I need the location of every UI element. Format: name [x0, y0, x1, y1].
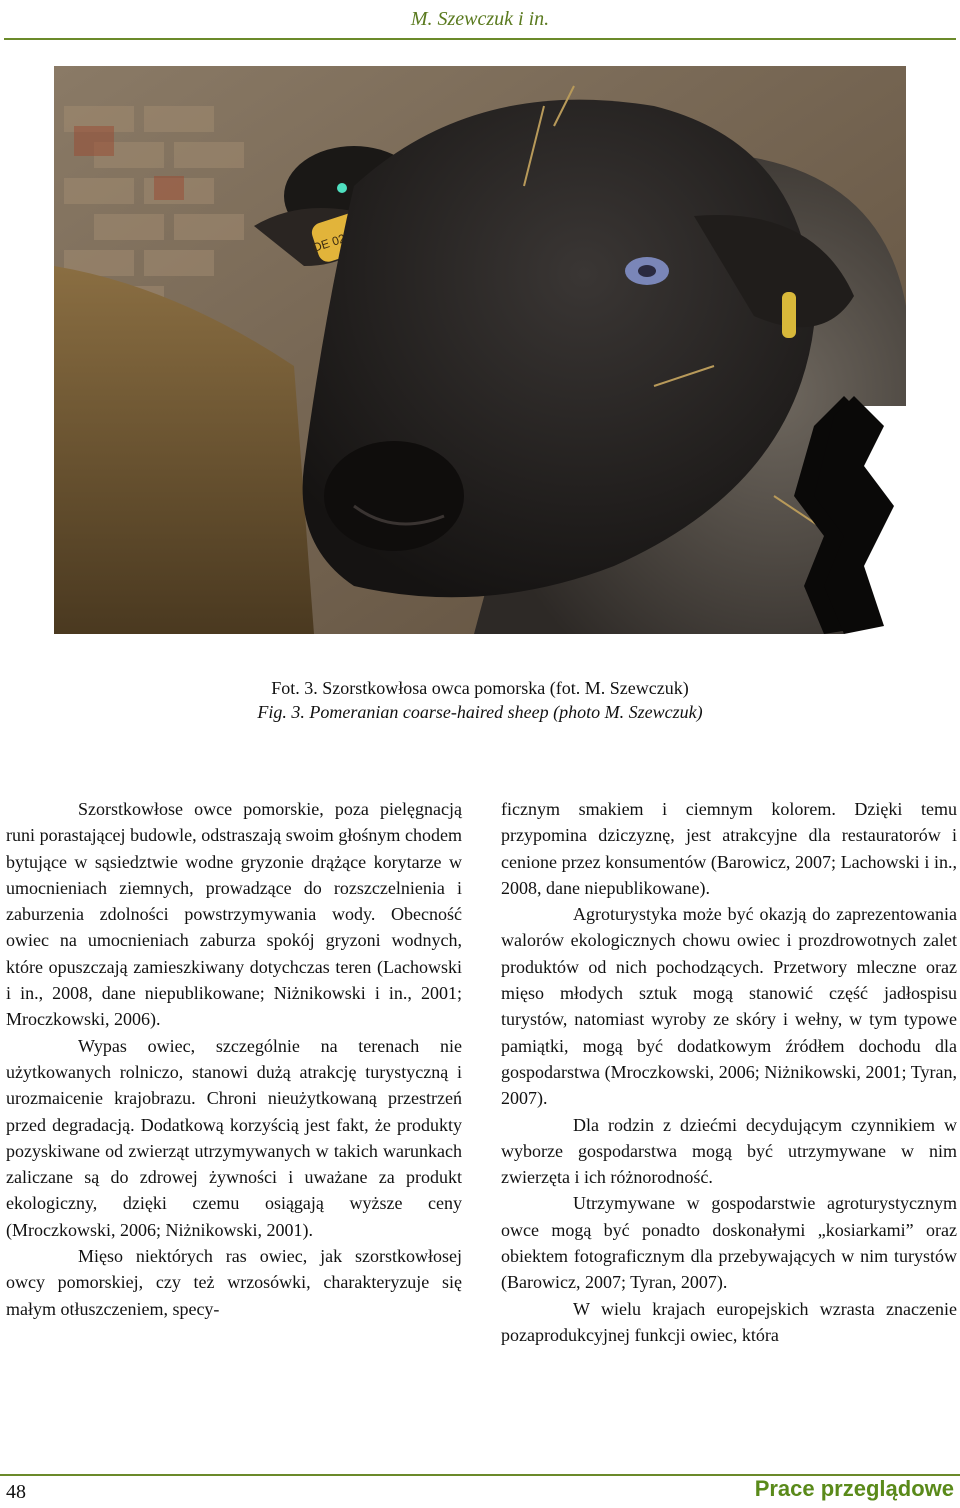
left-column — [6, 796, 462, 1322]
paragraph: Szorstkowłose owce pomorskie, poza pielęgnacją runi porastającej budowle, odstraszają swoim głośnym chodem bytujące w sąsiedztwie wodne gryzonie drążące korytarze w umocnieniach ziemnych, prowadzące do rozszczelnienia i zaburzenia zdolności powstrzymywania wody. Obecność owiec na umocnieniach zaburza spokój gryzoni wodnych, które opuszczają zamieszkiwany dotychczas teren (Lachowski i in., 2008, dane niepublikowane; Niżnikowski i in., 2001; Mroczkowski, 2006). — [6, 799, 462, 1030]
right-column — [501, 796, 957, 1348]
sheep-photo-illustration — [54, 66, 906, 634]
paragraph: Dla rodzin z dziećmi decydującym czynnikiem w wyborze gospodarstwa mogą być utrzymywane w nim zwierzęta i ich różnorodność. — [501, 1114, 957, 1188]
paragraph: Agroturystyka może być okazją do zaprezentowania walorów ekologicznych chowu owiec i prozdrowotnych zalet produktów od nich pochodzących. Przetwory mleczne oraz mięso młodych sztuk mogą stanowić część jadłospisu turystów, natomiast wyroby ze skóry i wełny, w tym typowe pamiątki, mogą być dodatkowym źródłem dochodu dla gospodarstwa (Mroczkowski, 2006; Niżnikowski, 2001; Tyran, 2007). — [501, 904, 957, 1109]
paragraph: Utrzymywane w gospodarstwie agroturystycznym owce mogą być ponadto doskonałymi „kosiarkami” oraz obiektem fotograficznym dla przebywających w nim turystów (Barowicz, 2007; Tyran, 2007). — [501, 1193, 957, 1293]
figure-caption — [0, 676, 960, 724]
paragraph: Wypas owiec, szczególnie na terenach nie użytkowanych rolniczo, stanowi dużą atrakcję turystyczną i urozmaicenie krajobrazu. Chroni nieużytkowaną przestrzeń przed degradacją. Dodatkową korzyścią jest fakt, że produkty pozyskiwane od zwierząt utrzymywanych w takich warunkach zaliczane są do zdrowej żywności i uważane za produkt ekologiczny, dzięki czemu osiągają wyższe ceny (Mroczkowski, 2006; Niżnikowski, 2001). — [6, 1035, 462, 1240]
running-title: M. Szewczuk i in. — [410, 8, 550, 30]
sheep-pupil — [638, 265, 656, 277]
header-rule — [4, 38, 956, 40]
paragraph: Mięso niektórych ras owiec, jak szorstkowłosej owcy pomorskiej, czy też wrzosówki, charakteryzuje się małym otłuszczeniem, specy- — [6, 1246, 462, 1319]
sheep-nose — [324, 441, 464, 551]
paragraph: ficznym smakiem i ciemnym kolorem. Dzięki temu przypomina dziczyznę, jest atrakcyjne dla restauratorów i cenione przez konsumentów (Barowicz, 2007; Lachowski i in., 2008, dane niepublikowane). — [501, 799, 957, 898]
right-ear-tag — [782, 292, 796, 338]
second-sheep-eye — [337, 183, 347, 193]
sheep-photo — [54, 66, 906, 634]
page-number: 48 — [6, 1481, 26, 1503]
caption-english: Fig. 3. Pomeranian coarse-haired sheep (photo M. Szewczuk) — [257, 702, 703, 722]
caption-polish: Fot. 3. Szorstkowłosa owca pomorska (fot. M. Szewczuk) — [271, 678, 689, 698]
paragraph: W wielu krajach europejskich wzrasta znaczenie pozaprodukcyjnej funkcji owiec, która — [501, 1298, 957, 1345]
section-name: Prace przeglądowe — [754, 1476, 954, 1501]
